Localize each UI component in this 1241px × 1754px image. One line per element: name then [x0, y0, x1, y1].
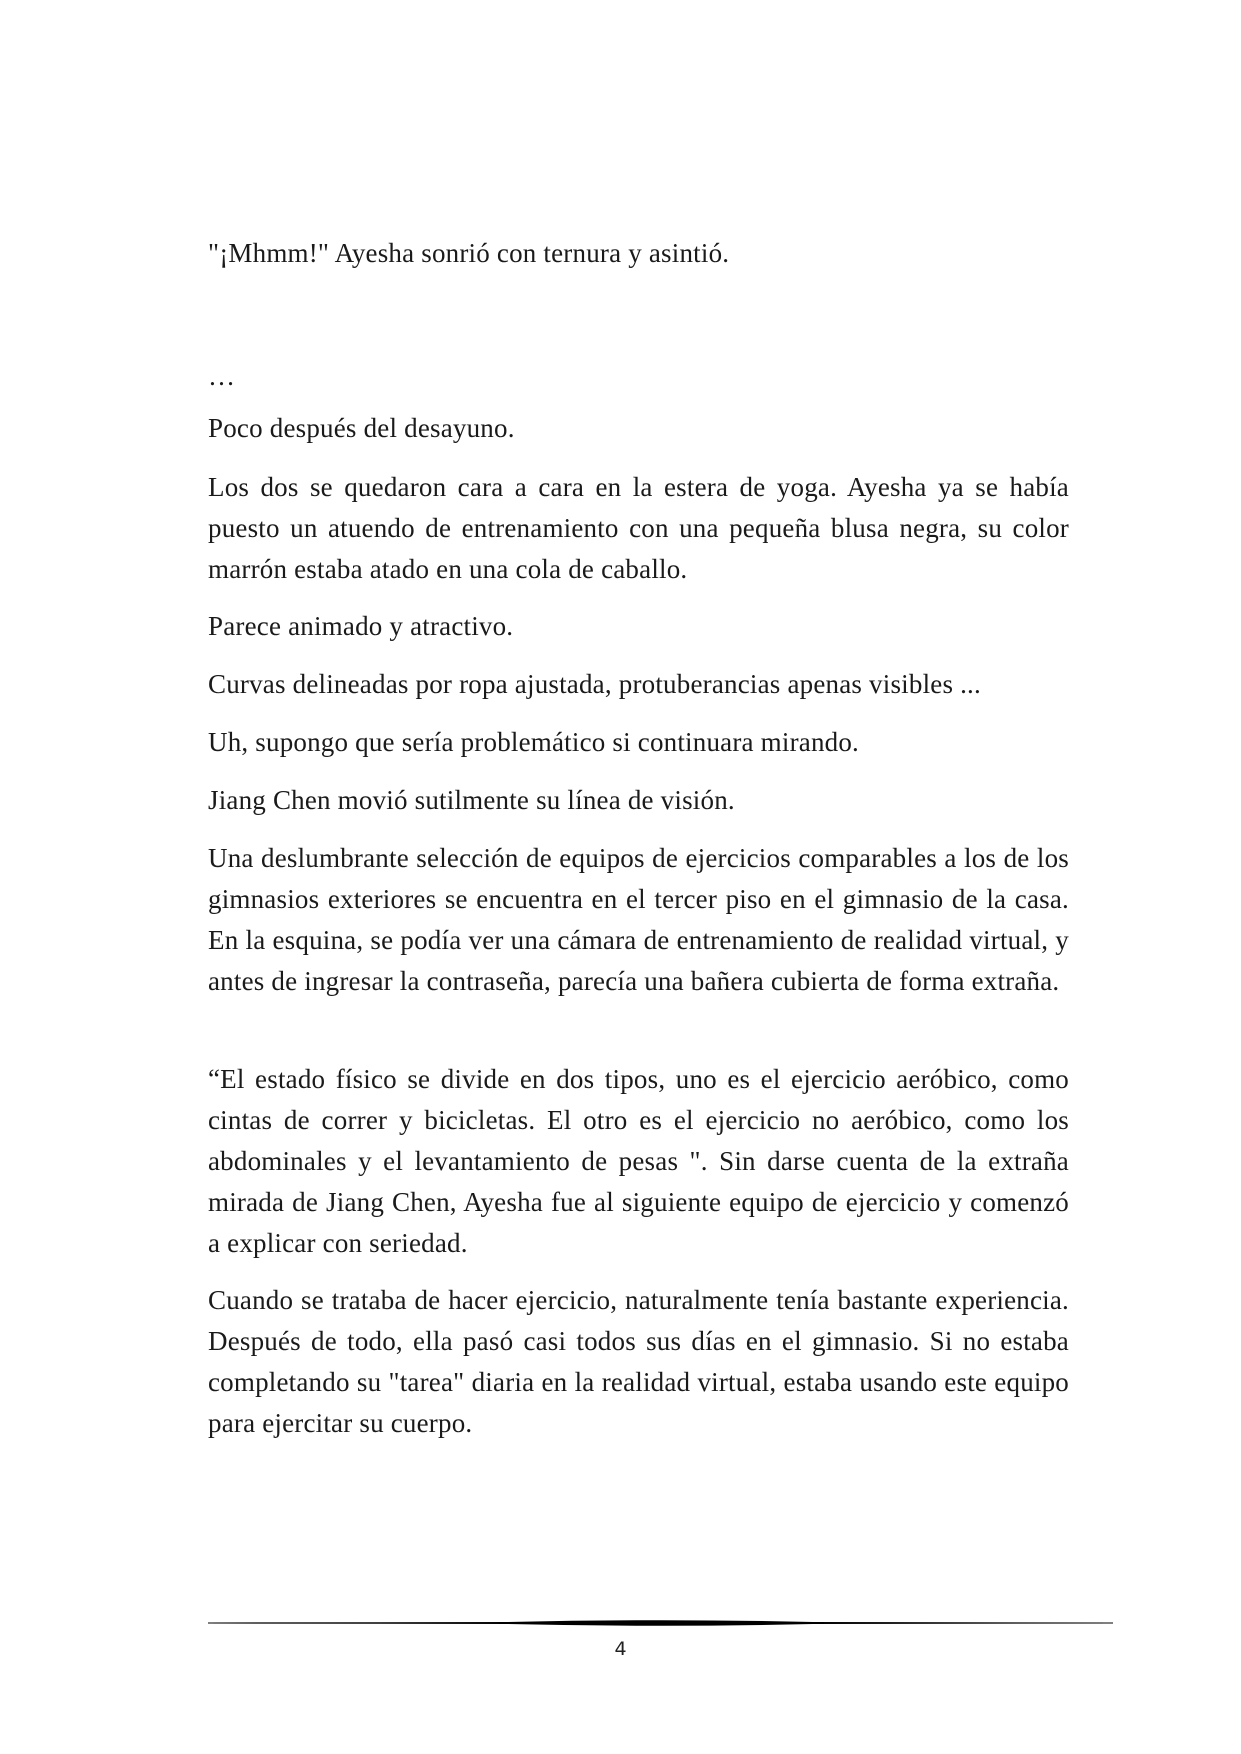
paragraph-text: "¡Mhmm!" Ayesha sonrió con ternura y asintió.: [208, 238, 730, 268]
paragraph-text: “El estado físico se divide en dos tipos, uno es el ejercicio aeróbico, como cintas de correr y bicicletas. El otro es el ejercicio no aeróbico, como los abdominales y el levantamiento de pesas ". Sin darse cuenta de la extraña mirada de Jiang Chen, Ayesha fue al siguiente equipo de ejercicio y comenzó a explicar con seriedad.: [208, 1064, 1069, 1258]
scene-break-ellipsis: [208, 356, 1069, 397]
paragraph-fitness-types: [208, 1059, 1069, 1264]
footer-rule: [208, 1618, 1113, 1628]
paragraph-text: Parece animado y atractivo.: [208, 611, 514, 641]
paragraph-text: Poco después del desayuno.: [208, 413, 515, 443]
paragraph-dialogue-mhmm: [208, 233, 1069, 274]
paragraph-experience: [208, 1280, 1069, 1444]
paragraph-problematic: [208, 722, 1069, 763]
paragraph-gym-equipment: [208, 838, 1069, 1002]
paragraph-text: …: [208, 361, 236, 391]
paragraph-text: Uh, supongo que sería problemático si continuara mirando.: [208, 727, 859, 757]
paragraph-curves: [208, 664, 1069, 705]
paragraph-text: Jiang Chen movió sutilmente su línea de visión.: [208, 785, 735, 815]
page-number: 4: [614, 1638, 627, 1660]
paragraph-animated: [208, 606, 1069, 647]
paragraph-text: Una deslumbrante selección de equipos de ejercicios comparables a los de los gimnasios exteriores se encuentra en el tercer piso en el gimnasio de la casa. En la esquina, se podía ver una cámara de entrenamiento de realidad virtual, y antes de ingresar la contraseña, parecía una bañera cubierta de forma extraña.: [208, 843, 1069, 996]
paragraph-text: Cuando se trataba de hacer ejercicio, naturalmente tenía bastante experiencia. Después de todo, ella pasó casi todos sus días en el gimnasio. Si no estaba completando su "tarea" diaria en la realidad virtual, estaba usando este equipo para ejercitar su cuerpo.: [208, 1285, 1069, 1438]
paragraph-text: Curvas delineadas por ropa ajustada, protuberancias apenas visibles ...: [208, 669, 981, 699]
paragraph-line-of-sight: [208, 780, 1069, 821]
paragraph-yoga-mat: [208, 467, 1069, 590]
paragraph-after-breakfast: [208, 408, 1069, 449]
paragraph-text: Los dos se quedaron cara a cara en la estera de yoga. Ayesha ya se había puesto un atuendo de entrenamiento con una pequeña blusa negra, su color marrón estaba atado en una cola de caballo.: [208, 472, 1069, 584]
